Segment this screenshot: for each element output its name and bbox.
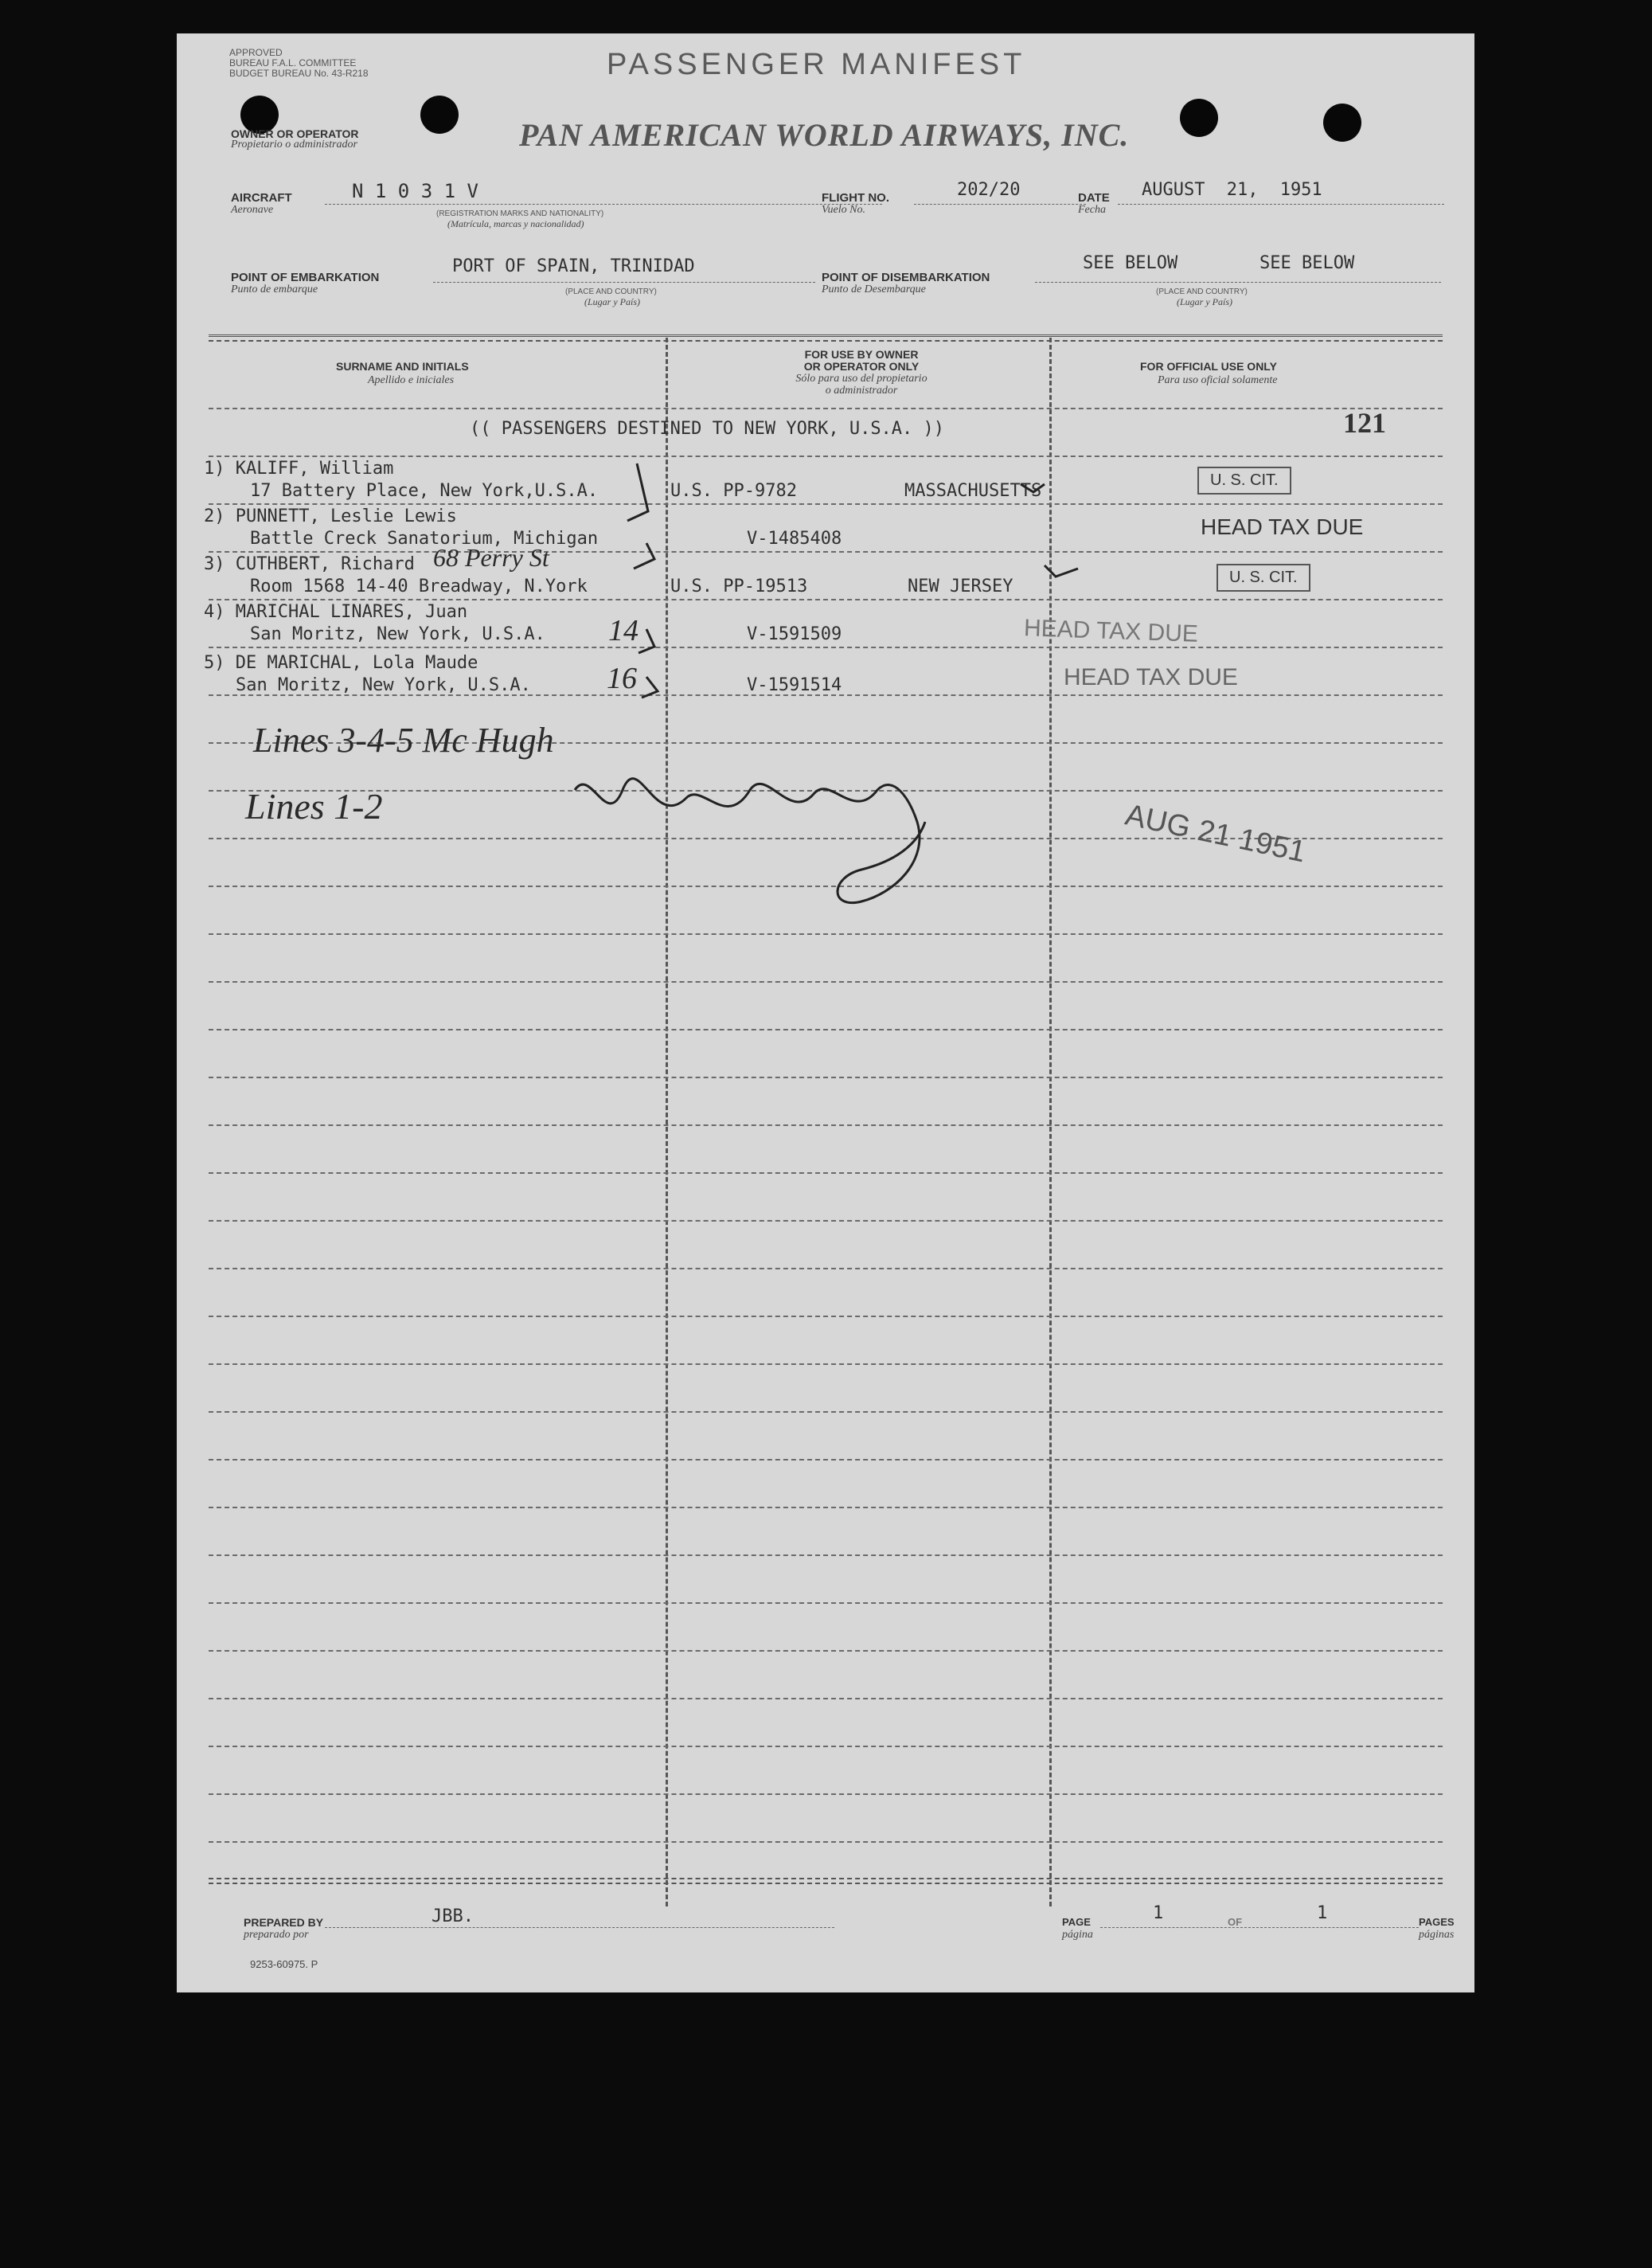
handwritten-lines-note: Lines 3-4-5 Mc Hugh: [253, 721, 554, 760]
handwriting-marks: [177, 33, 1474, 989]
check-mark-icon: [627, 463, 648, 521]
prepared-label-es: preparado por: [244, 1929, 309, 1941]
check-mark-icon: [1021, 484, 1045, 492]
check-mark-icon: [1045, 565, 1078, 577]
manifest-sheet: [177, 33, 1474, 1992]
col3-heading-es: Para uso oficial solamente: [1158, 374, 1278, 386]
disembark-place: SEE BELOW: [1083, 253, 1178, 273]
ruled-line: [209, 1459, 1443, 1461]
manifest-title: PASSENGER MANIFEST: [607, 48, 1026, 81]
prepared-underline: [325, 1927, 834, 1928]
embark-note-es: (Lugar y País): [584, 296, 640, 307]
passenger-1-state: MASSACHUSETTS: [904, 481, 1042, 501]
passenger-4-doc: V-1591509: [747, 624, 842, 644]
embark-note: (PLACE AND COUNTRY): [565, 287, 657, 296]
flight-label: FLIGHT NO.: [822, 191, 889, 205]
col1-heading: SURNAME AND INITIALS: [336, 360, 469, 373]
ruled-line: [209, 1554, 1443, 1556]
owner-label-es: Propietario o administrador: [231, 139, 357, 151]
date-label-es: Fecha: [1078, 204, 1106, 216]
col2-heading-line: OR OPERATOR ONLY: [803, 360, 920, 373]
passenger-1-address: 17 Battery Place, New York,U.S.A.: [250, 481, 599, 501]
ruled-line: [209, 1124, 1443, 1126]
check-mark-icon: [642, 677, 658, 698]
passenger-5-doc: V-1591514: [747, 675, 842, 695]
check-mark-icon: [639, 629, 654, 653]
ruled-line: [209, 1411, 1443, 1413]
check-mark-icon: [634, 543, 654, 569]
disembark-note: (PLACE AND COUNTRY): [1156, 287, 1248, 296]
ruled-line: [209, 1507, 1443, 1508]
owner-name: PAN AMERICAN WORLD AIRWAYS, INC.: [519, 117, 1130, 153]
handwritten-address-note: 68 Perry St: [433, 543, 549, 572]
ruled-line: [209, 1029, 1443, 1030]
head-tax-stamp: HEAD TAX DUE: [1064, 664, 1238, 690]
col3-heading: FOR OFFICIAL USE ONLY: [1140, 360, 1277, 373]
disembark-label: POINT OF DISEMBARKATION: [822, 271, 990, 284]
passenger-2-doc: V-1485408: [747, 529, 842, 549]
embark-value: PORT OF SPAIN, TRINIDAD: [452, 256, 695, 276]
us-cit-stamp: U. S. CIT.: [1217, 564, 1310, 592]
ruled-line: [209, 1602, 1443, 1604]
aircraft-note-es: (Matrícula, marcas y nacionalidad): [447, 218, 584, 229]
page-number-stamp: 121: [1343, 407, 1386, 439]
pages-label-es: páginas: [1419, 1929, 1455, 1941]
passenger-5-name: 5) DE MARICHAL, Lola Maude: [204, 653, 478, 673]
col2-heading-es-line: o administrador: [825, 385, 898, 397]
page-label-es: página: [1062, 1929, 1093, 1941]
aircraft-note: (REGISTRATION MARKS AND NATIONALITY): [436, 209, 604, 218]
passenger-2-address: Battle Creck Sanatorium, Michigan: [250, 529, 599, 549]
ruled-line: [209, 1220, 1443, 1222]
flight-label-es: Vuelo No.: [822, 204, 865, 216]
passenger-5-address: San Moritz, New York, U.S.A.: [236, 675, 531, 695]
ruled-line: [209, 1650, 1443, 1652]
disembark-country: SEE BELOW: [1260, 253, 1355, 273]
flight-value: 202/20: [957, 180, 1021, 200]
owner-label: OWNER OR OPERATOR: [231, 127, 359, 140]
passenger-3-address: Room 1568 14-40 Breadway, N.York: [250, 577, 588, 596]
ruled-line: [209, 1268, 1443, 1269]
col1-heading-es: Apellido e iniciales: [368, 374, 455, 386]
ruled-line: [209, 1698, 1443, 1699]
ruled-line: [209, 1316, 1443, 1317]
ruled-line: [209, 1746, 1443, 1747]
date-stamp: AUG 21 1951: [1122, 798, 1309, 870]
passenger-3-doc: U.S. PP-19513: [670, 577, 808, 596]
approved-note: APPROVED BUREAU F.A.L. COMMITTEE BUDGET BUREAU No. 43-R218: [229, 47, 369, 79]
passenger-4-address: San Moritz, New York, U.S.A.: [250, 624, 545, 644]
form-number: 9253-60975. P: [250, 1958, 318, 1970]
footer-rule: [209, 1878, 1443, 1884]
col2-heading-es-line: Sólo para uso del propietario: [795, 373, 928, 385]
passenger-4-name: 4) MARICHAL LINARES, Juan: [204, 602, 468, 622]
aircraft-value: N 1 0 3 1 V: [352, 180, 478, 202]
embark-label-es: Punto de embarque: [231, 284, 318, 295]
page-number: 1: [1153, 1903, 1164, 1923]
passenger-1-name: 1) KALIFF, William: [204, 459, 394, 479]
page-total: 1: [1317, 1903, 1328, 1923]
passenger-1-doc: U.S. PP-9782: [670, 481, 797, 501]
head-tax-stamp: HEAD TAX DUE: [1023, 615, 1199, 647]
passenger-3-state: NEW JERSEY: [908, 577, 1013, 596]
ruled-line: [209, 1077, 1443, 1078]
ruled-line: [209, 1841, 1443, 1843]
handwritten-lines-note: Lines 1-2: [245, 786, 383, 827]
pages-label: PAGES: [1419, 1916, 1455, 1928]
prepared-by: JBB.: [432, 1906, 474, 1926]
page-label: PAGE: [1062, 1916, 1091, 1928]
ruled-line: [209, 1363, 1443, 1365]
date-label: DATE: [1078, 191, 1110, 205]
embark-label: POINT OF EMBARKATION: [231, 271, 380, 284]
aircraft-label: AIRCRAFT: [231, 191, 292, 205]
signature-scrawl-icon: [575, 779, 925, 903]
aircraft-label-es: Aeronave: [231, 204, 274, 216]
handwritten-age: 14: [608, 614, 639, 647]
handwritten-age: 16: [607, 662, 637, 695]
disembark-note-es: (Lugar y País): [1177, 296, 1232, 307]
ruled-line: [209, 1793, 1443, 1795]
of-label: OF: [1228, 1916, 1243, 1928]
section-heading: (( PASSENGERS DESTINED TO NEW YORK, U.S.A. )): [470, 419, 945, 439]
disembark-label-es: Punto de Desembarque: [822, 284, 926, 295]
col2-heading-line: FOR USE BY OWNER: [804, 348, 919, 361]
passenger-2-name: 2) PUNNETT, Leslie Lewis: [204, 506, 457, 526]
date-value: AUGUST 21, 1951: [1142, 180, 1322, 200]
ruled-line: [209, 1172, 1443, 1174]
passenger-3-name: 3) CUTHBERT, Richard: [204, 554, 415, 574]
head-tax-stamp: HEAD TAX DUE: [1201, 514, 1364, 539]
page-underline: [1100, 1927, 1419, 1928]
prepared-label: PREPARED BY: [244, 1916, 324, 1929]
us-cit-stamp: U. S. CIT.: [1197, 467, 1291, 495]
